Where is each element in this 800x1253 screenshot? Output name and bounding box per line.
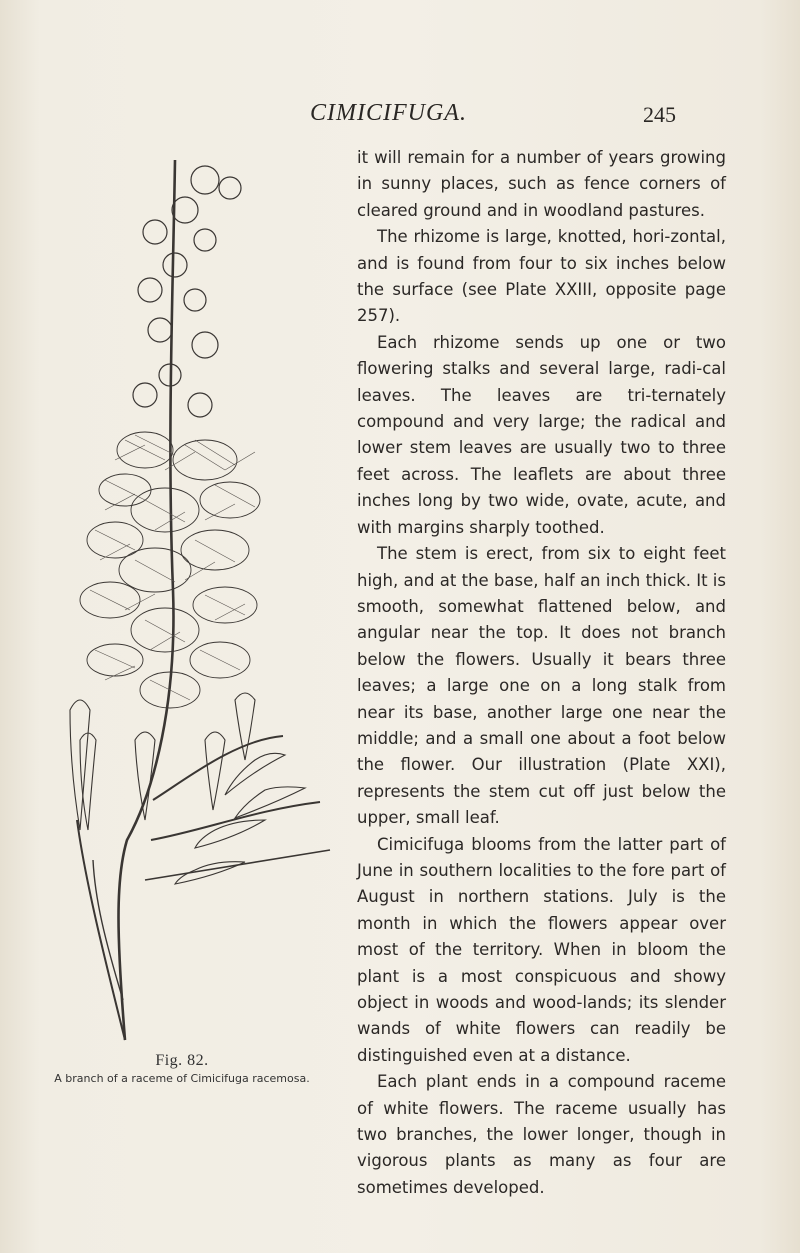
paragraph: Each plant ends in a compound raceme of white flowers. The raceme usually has two branches, the lower longer, though in vigorous plants as many as four are sometimes developed. (357, 1072, 726, 1197)
figure-illustration (55, 140, 340, 1055)
paragraph: The stem is erect, from six to eight feet high, and at the base, half an inch thick. It is smooth, somewhat flattened below, and angular near the top. It does not branch below the flowers. Usually it bears three leaves; a large one on a long stalk from near its base, another large one near the middle; and a small one about a foot below the flower. Our illustration (Plate XXI), represents the stem cut off just below the upper, small leaf. (357, 544, 726, 828)
body-text (357, 145, 726, 1201)
figure-label: Fig. 82. (155, 1052, 209, 1069)
paragraph: Cimicifuga blooms from the latter part of June in southern localities to the fore part of August in northern stations. July is the month in which the flowers appear over most of the territory. When in bloom the plant is a most conspicuous and showy object in woods and wood-lands; its slender wands of white flowers can readily be distinguished even at a distance. (357, 834, 726, 1065)
running-head (0, 100, 800, 140)
paragraph: Each rhizome sends up one or two flowering stalks and several large, radi-cal leaves. The leaves are tri-ternately compound and very large; the radical and lower stem leaves are usually two to three feet across. The leaflets are about three inches long by two wide, ovate, acute, and with margins sharply toothed. (357, 332, 726, 537)
running-title: CIMICIFUGA. (310, 100, 467, 126)
figure-description: A branch of a raceme of Cimicifuga racemosa. (54, 1072, 310, 1085)
figure-caption (32, 1052, 332, 1085)
paragraph: it will remain for a number of years growing in sunny places, such as fence corners of cleared ground and in woodland pastures. (357, 148, 726, 220)
raceme-illustration (55, 140, 340, 1055)
paragraph: The rhizome is large, knotted, hori-zontal, and is found from four to six inches below the surface (see Plate XXIII, opposite page 257). (357, 227, 726, 326)
page-number: 245 (643, 102, 676, 127)
